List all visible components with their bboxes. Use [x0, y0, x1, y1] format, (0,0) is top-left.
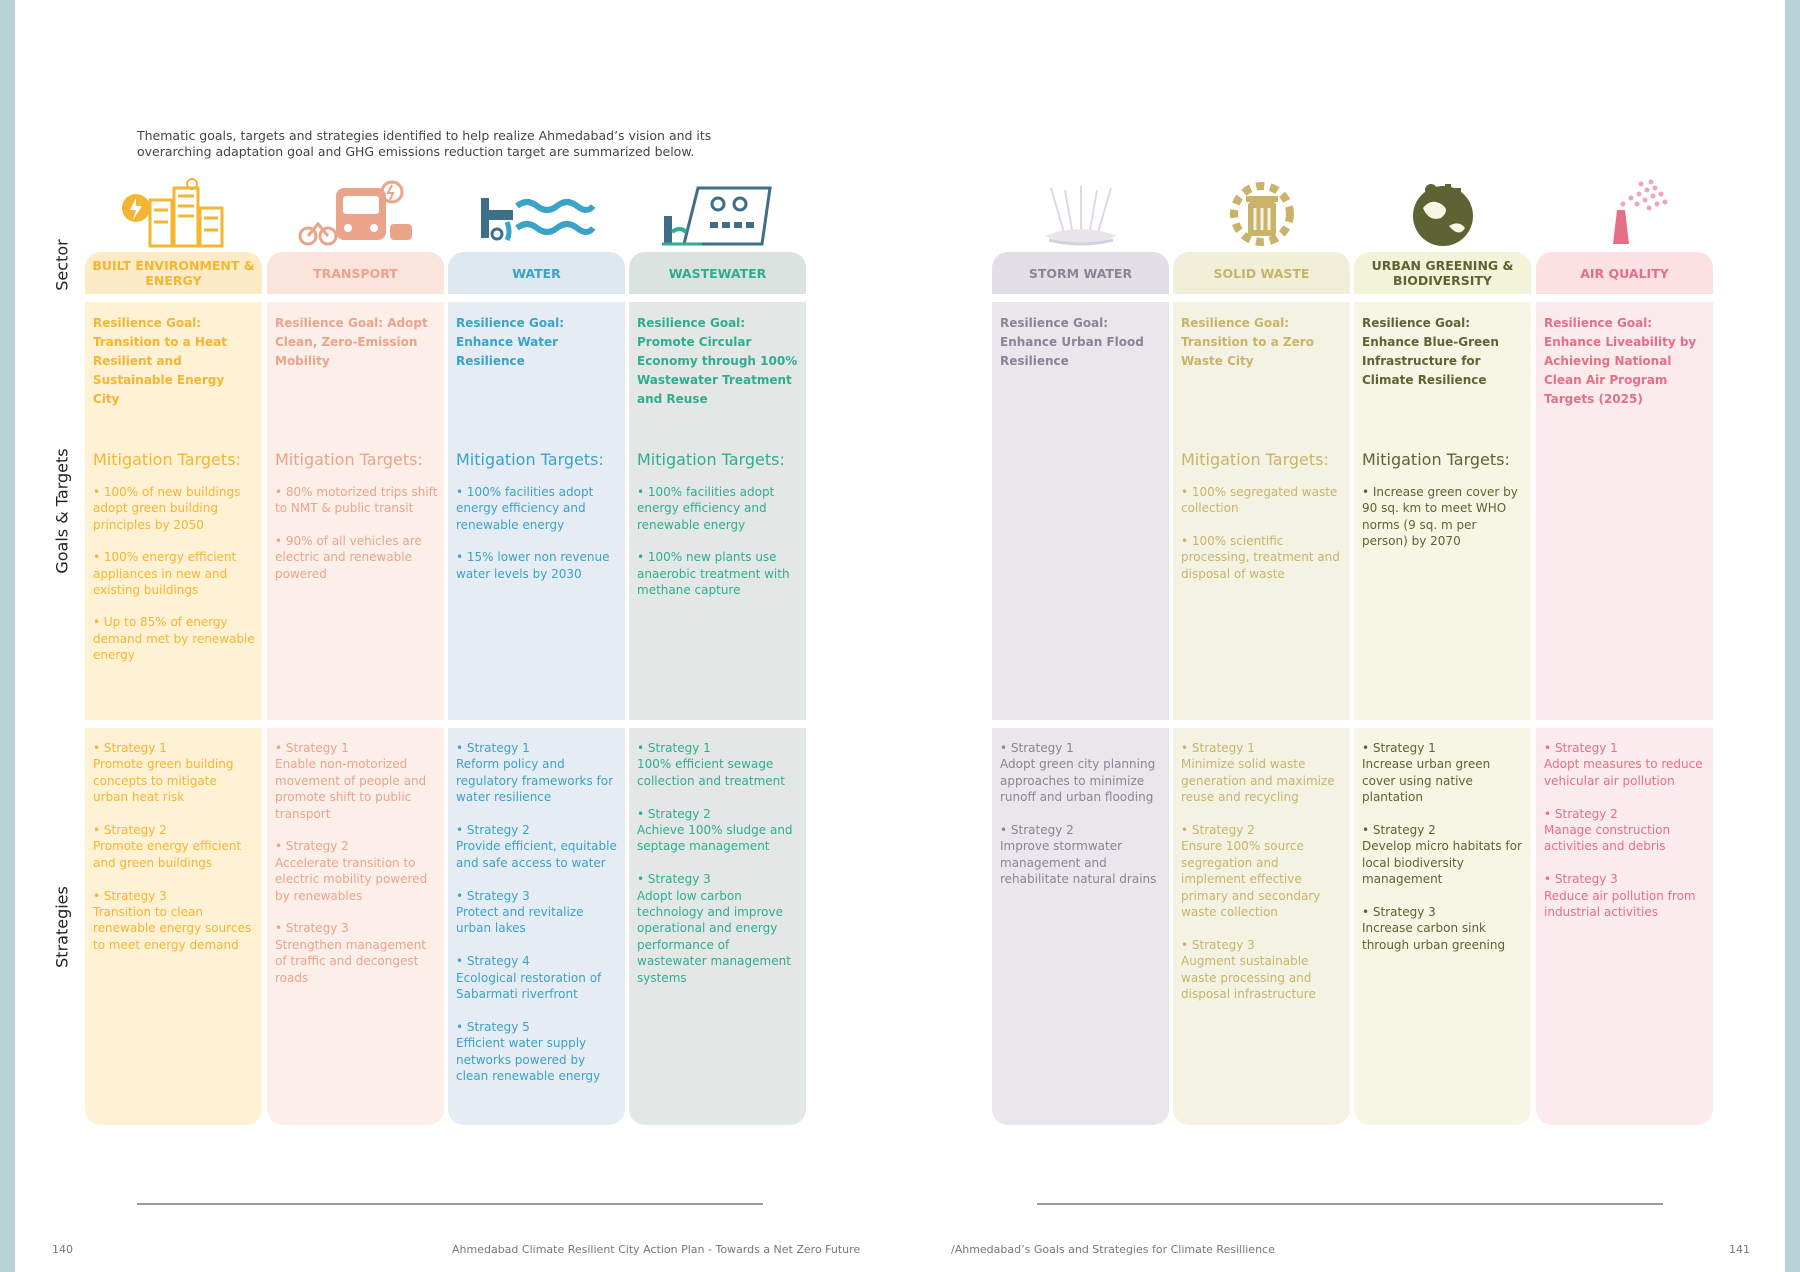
strategy-item: • Strategy 2 Develop micro habitats for local biodiversity management — [1362, 823, 1522, 887]
mitigation-targets-list — [456, 484, 619, 598]
strategies-panel-air-quality — [1536, 728, 1713, 1125]
strategy-item: • Strategy 3 Reduce air pollution from industrial activities — [1544, 872, 1696, 920]
mitigation-targets-heading: Mitigation Targets: — [456, 450, 604, 469]
strategy-item: • Strategy 2 Provide efficient, equitable and safe access to water — [456, 823, 617, 870]
solid-waste-icon — [1173, 178, 1350, 250]
building-energy-icon — [85, 178, 262, 250]
resilience-goal: Resilience Goal: Transition to a Zero Waste City — [1181, 316, 1314, 368]
strategy-item: • Strategy 1 100% efficient sewage collection and treatment — [637, 741, 785, 788]
strategy-item: • Strategy 1 Reform policy and regulatory frameworks for water resilience — [456, 741, 614, 805]
air-quality-icon — [1536, 178, 1713, 250]
goals-panel-wastewater — [629, 302, 806, 720]
mitigation-targets-list — [275, 484, 438, 598]
strategy-item: • Strategy 2 Accelerate transition to electric mobility powered by renewables — [275, 839, 428, 903]
right-edge-band — [1785, 0, 1800, 1272]
mitigation-targets-heading: Mitigation Targets: — [1181, 450, 1329, 469]
footer-rule-right — [1037, 1203, 1663, 1205]
mitigation-target: • 100% segregated waste collection — [1181, 485, 1338, 516]
strategies-panel-wastewater — [629, 728, 806, 1125]
sector-header-solid-waste: SOLID WASTE — [1173, 252, 1350, 294]
mitigation-target: • 100% new plants use anaerobic treatment with methane capture — [637, 550, 790, 598]
row-label-sector: Sector — [52, 239, 72, 291]
strategy-item: • Strategy 2 Manage construction activities and debris — [1544, 806, 1671, 854]
mitigation-targets-list — [637, 484, 800, 614]
goals-panel-built-environment — [85, 302, 262, 720]
strategy-item: • Strategy 1 Enable non-motorized movement of people and promote shift to public transport — [275, 741, 427, 821]
mitigation-targets-list — [93, 484, 256, 680]
goals-panel-solid-waste — [1173, 302, 1350, 720]
strategy-item: • Strategy 4 Ecological restoration of Sabarmati riverfront — [456, 954, 602, 1002]
row-label-strategies: Strategies — [52, 885, 72, 968]
mitigation-target: • 15% lower non revenue water levels by 2030 — [456, 550, 610, 581]
strategy-item: • Strategy 1 Promote green building concepts to mitigate urban heat risk — [93, 741, 234, 805]
strategy-item: • Strategy 1 Adopt green city planning approaches to minimize runoff and urban flooding — [1000, 741, 1156, 805]
sector-header-urban-greening: URBAN GREENING & BIODIVERSITY — [1354, 252, 1531, 294]
urban-greening-icon — [1354, 178, 1531, 250]
strategy-item: • Strategy 2 Achieve 100% sludge and septage management — [637, 806, 793, 854]
water-icon — [448, 178, 625, 250]
resilience-goal: Resilience Goal: Promote Circular Economy through 100% Wastewater Treatment and Reuse — [637, 316, 798, 406]
goals-panel-urban-greening — [1354, 302, 1531, 720]
strategy-item: • Strategy 2 Improve stormwater management and rehabilitate natural drains — [1000, 823, 1157, 887]
strategy-item: • Strategy 1 Increase urban green cover using native plantation — [1362, 741, 1491, 805]
mitigation-target: • 100% energy efficient appliances in new and existing buildings — [93, 550, 237, 598]
strategies-panel-water — [448, 728, 625, 1125]
strategies-panel-transport — [267, 728, 444, 1125]
mitigation-target: • 100% scientific processing, treatment and disposal of waste — [1181, 533, 1340, 581]
resilience-goal: Resilience Goal: Enhance Water Resilience — [456, 316, 565, 368]
mitigation-target: • Increase green cover by 90 sq. km to meet WHO norms (9 sq. m per person) by 2070 — [1362, 485, 1518, 549]
page-number-left: 140 — [52, 1243, 73, 1256]
strategy-item: • Strategy 2 Ensure 100% source segregation and implement effective primary and secondary waste collection — [1181, 823, 1321, 920]
resilience-goal: Resilience Goal: Enhance Blue-Green Infrastructure for Climate Resilience — [1362, 316, 1499, 387]
row-label-goals: Goals & Targets — [52, 448, 72, 574]
sector-header-transport: TRANSPORT — [267, 252, 444, 294]
strategy-item: • Strategy 1 Adopt measures to reduce vehicular air pollution — [1544, 741, 1703, 788]
mitigation-targets-list — [1362, 484, 1525, 566]
resilience-goal: Resilience Goal: Adopt Clean, Zero-Emission Mobility — [275, 316, 428, 368]
strategy-item: • Strategy 3 Strengthen management of traffic and decongest roads — [275, 921, 427, 985]
sector-header-wastewater: WASTEWATER — [629, 252, 806, 294]
strategy-item: • Strategy 3 Protect and revitalize urban lakes — [456, 888, 584, 936]
resilience-goal: Resilience Goal: Transition to a Heat Resilient and Sustainable Energy City — [93, 316, 227, 406]
storm-water-icon — [992, 178, 1169, 250]
sector-header-water: WATER — [448, 252, 625, 294]
mitigation-target: • 80% motorized trips shift to NMT & public transit — [275, 485, 438, 516]
intro-text: Thematic goals, targets and strategies identified to help realize Ahmedabad’s vision and its overarching adaptation goal and GHG emissions reduction target are summarized below. — [137, 128, 712, 159]
wastewater-icon — [629, 178, 806, 250]
sector-header-built-environment: BUILT ENVIRONMENT & ENERGY — [85, 252, 262, 294]
goals-panel-water — [448, 302, 625, 720]
sector-header-storm-water: STORM WATER — [992, 252, 1169, 294]
mitigation-target: • 90% of all vehicles are electric and renewable powered — [275, 533, 422, 581]
strategies-panel-built-environment — [85, 728, 262, 1125]
page-number-right: 141 — [1729, 1243, 1750, 1256]
resilience-goal: Resilience Goal: Enhance Urban Flood Resilience — [1000, 316, 1144, 368]
mitigation-target: • 100% of new buildings adopt green building principles by 2050 — [93, 485, 241, 532]
strategy-item: • Strategy 3 Augment sustainable waste processing and disposal infrastructure — [1181, 937, 1316, 1002]
strategy-item: • Strategy 3 Transition to clean renewable energy sources to meet energy demand — [93, 888, 252, 952]
strategy-item: • Strategy 3 Adopt low carbon technology and improve operational and energy performance of wastewater management systems — [637, 872, 791, 985]
mitigation-target: • 100% facilities adopt energy efficiency and renewable energy — [456, 485, 594, 532]
strategy-item: • Strategy 2 Promote energy efficient and green buildings — [93, 823, 242, 870]
strategy-item: • Strategy 5 Efficient water supply networks powered by clean renewable energy — [456, 1019, 601, 1084]
mitigation-targets-heading: Mitigation Targets: — [93, 450, 241, 469]
mitigation-target: • 100% facilities adopt energy efficiency and renewable energy — [637, 485, 775, 532]
strategies-panel-solid-waste — [1173, 728, 1350, 1125]
transport-icon — [267, 178, 444, 250]
footer-title-right: /Ahmedabad’s Goals and Strategies for Climate Resillience — [951, 1243, 1275, 1256]
mitigation-targets-heading: Mitigation Targets: — [637, 450, 785, 469]
footer-title-left: Ahmedabad Climate Resilient City Action Plan - Towards a Net Zero Future — [452, 1243, 861, 1256]
goals-panel-air-quality — [1536, 302, 1713, 720]
strategies-panel-urban-greening — [1354, 728, 1531, 1125]
mitigation-target: • Up to 85% of energy demand met by renewable energy — [93, 615, 255, 663]
footer-rule-left — [137, 1203, 763, 1205]
strategies-panel-storm-water — [992, 728, 1169, 1125]
sector-header-air-quality: AIR QUALITY — [1536, 252, 1713, 294]
mitigation-targets-heading: Mitigation Targets: — [275, 450, 423, 469]
resilience-goal: Resilience Goal: Enhance Liveability by Achieving National Clean Air Program Targets (2025) — [1544, 316, 1697, 406]
strategy-item: • Strategy 3 Increase carbon sink through urban greening — [1362, 905, 1506, 952]
mitigation-targets-list — [1181, 484, 1344, 598]
mitigation-targets-heading: Mitigation Targets: — [1362, 450, 1510, 469]
left-edge-band — [0, 0, 15, 1272]
strategy-item: • Strategy 1 Minimize solid waste generation and maximize reuse and recycling — [1181, 741, 1335, 805]
goals-panel-transport — [267, 302, 444, 720]
goals-panel-storm-water — [992, 302, 1169, 720]
